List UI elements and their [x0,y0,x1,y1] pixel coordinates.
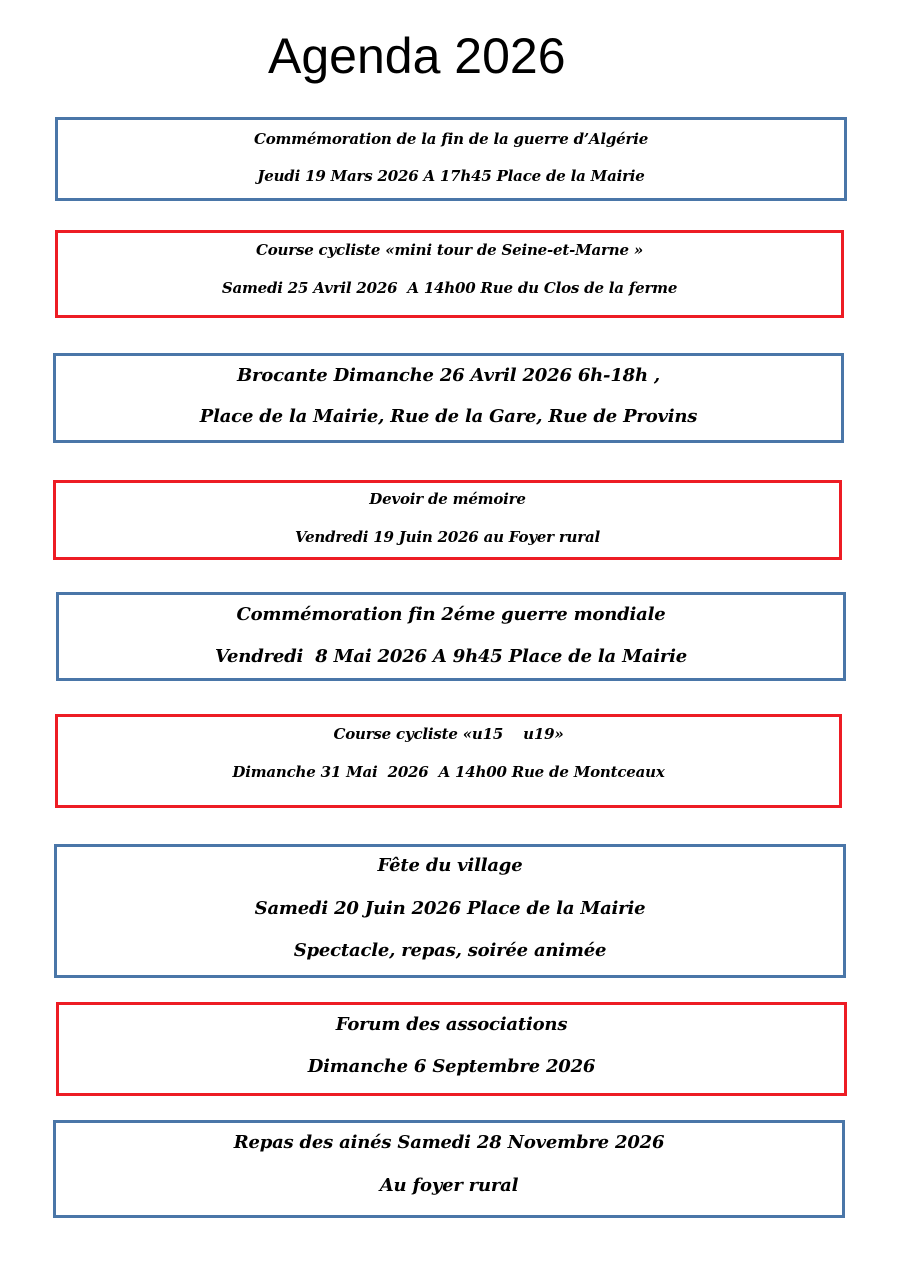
event-card-algerie [55,117,847,201]
event-card-devoir-memoire [53,480,842,560]
event-title: Course cycliste «mini tour de Seine-et-Marne » [256,241,643,259]
event-title: Fête du village [377,855,523,876]
event-card-fete-village [54,844,846,978]
event-details: Samedi 20 Juin 2026 Place de la Mairie [254,898,646,919]
event-card-mini-tour [55,230,844,318]
event-card-course-u15-u19 [55,714,842,808]
event-title: Forum des associations [335,1014,568,1035]
event-extra: Spectacle, repas, soirée animée [293,940,607,961]
event-details: Place de la Mairie, Rue de la Gare, Rue de Provins [199,406,698,427]
event-details: Jeudi 19 Mars 2026 A 17h45 Place de la Mairie [257,167,645,185]
event-title: Repas des ainés Samedi 28 Novembre 2026 [233,1132,665,1153]
event-details: Au foyer rural [379,1175,519,1196]
event-title: Commémoration de la fin de la guerre d’Algérie [253,130,649,148]
page-title: Agenda 2026 [268,28,566,84]
event-title: Course cycliste «u15 u19» [333,725,564,743]
event-title: Commémoration fin 2éme guerre mondiale [236,604,666,625]
event-details: Dimanche 31 Mai 2026 A 14h00 Rue de Montceaux [232,763,665,781]
event-details: Dimanche 6 Septembre 2026 [307,1056,596,1077]
event-card-brocante [53,353,844,443]
event-details: Samedi 25 Avril 2026 A 14h00 Rue du Clos de la ferme [221,279,678,297]
event-card-repas-aines [53,1120,845,1218]
event-details: Vendredi 8 Mai 2026 A 9h45 Place de la Mairie [214,646,688,667]
event-title: Brocante Dimanche 26 Avril 2026 6h-18h , [236,365,660,386]
event-card-8-mai [56,592,846,681]
event-details: Vendredi 19 Juin 2026 au Foyer rural [295,528,600,546]
event-title: Devoir de mémoire [369,490,526,508]
event-card-forum [56,1002,847,1096]
